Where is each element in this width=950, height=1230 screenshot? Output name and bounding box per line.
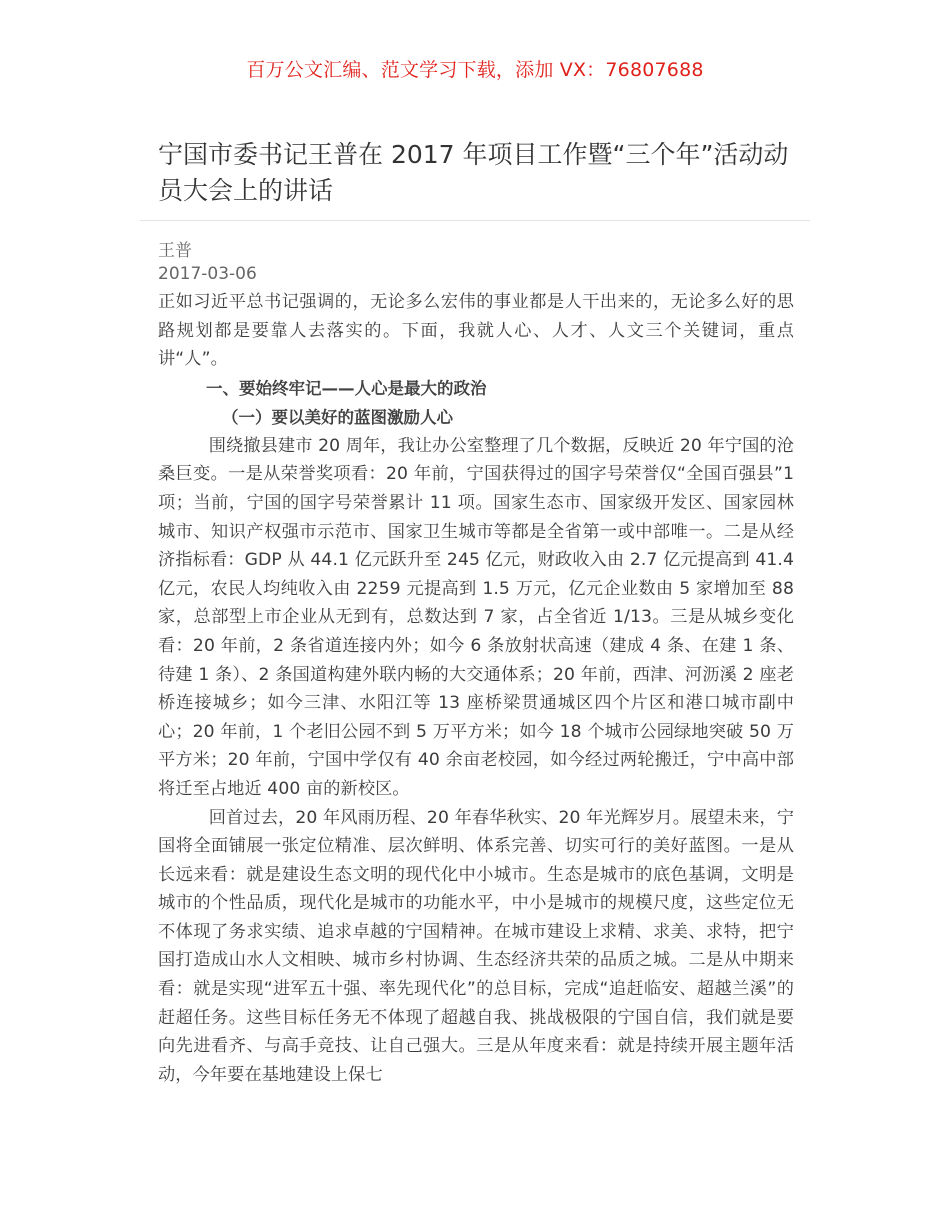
article-body	[158, 288, 794, 1089]
article-date: 2017-03-06	[158, 264, 257, 284]
body-paragraph-2: 回首过去，20 年风雨历程、20 年春华秋实、20 年光辉岁月。展望未来，宁国将全面铺展一张定位精准、层次鲜明、体系完善、切实可行的美好蓝图。一是从长远来看：就是建设生态文明的现代化中小城市。生态是城市的底色基调，文明是城市的个性品质，现代化是城市的功能水平，中小是城市的规模尺度，这些定位无不体现了务求实绩、追求卓越的宁国精神。在城市建设上求精、求美、求特，把宁国打造成山水人文相映、城市乡村协调、生态经济共荣的品质之城。二是从中期来看：就是实现“进军五十强、率先现代化”的总目标，完成“追赶临安、超越兰溪”的赶超任务。这些目标任务无不体现了超越自我、挑战极限的宁国自信，我们就是要向先进看齐、与高手竞技、让自己强大。三是从年度来看：就是持续开展主题年活动，今年要在基地建设上保七	[158, 807, 794, 1085]
title-divider	[140, 220, 810, 221]
article-title: 宁国市委书记王普在 2017 年项目工作暨“三个年”活动动员大会上的讲话	[158, 140, 789, 205]
subsection-heading: （一）要以美好的蓝图激励人心	[222, 407, 453, 427]
watermark-banner: 百万公文汇编、范文学习下载，添加 VX：76807688	[246, 59, 704, 81]
body-paragraph-1: 围绕撤县建市 20 周年，我让办公室整理了几个数据，反映近 20 年宁国的沧桑巨变。一是从荣誉奖项看：20 年前，宁国获得过的国字号荣誉仅“全国百强县”1 项；当前，宁国的国字号荣誉累计 11 项。国家生态市、国家级开发区、国家园林城市、知识产权强市示范市、国家卫生城市等都是全省第一或中部唯一。二是从经济指标看：GDP 从 44.1 亿元跃升至 245 亿元，财政收入由 2.7 亿元提高到 41.4 亿元，农民人均纯收入由 2259 元提高到 1.5 万元，亿元企业数由 5 家增加至 88 家，总部型上市企业从无到有，总数达到 7 家，占全省近 1/13。三是从城乡变化看：20 年前，2 条省道连接内外；如今 6 条放射状高速（建成 4 条、在建 1 条、待建 1 条）、2 条国道构建外联内畅的大交通体系；20 年前，西津、河沥溪 2 座老桥连接城乡；如今三津、水阳江等 13 座桥梁贯通城区四个片区和港口城市副中心；20 年前，1 个老旧公园不到 5 万平方米；如今 18 个城市公园绿地突破 50 万平方米；20 年前，宁国中学仅有 40 余亩老校园，如今经过两轮搬迁，宁中高中部将迁至占地近 400 亩的新校区。	[158, 435, 794, 799]
article-author: 王普	[158, 241, 192, 261]
section-heading: 一、要始终牢记——人心是最大的政治	[206, 378, 487, 398]
intro-paragraph: 正如习近平总书记强调的，无论多么宏伟的事业都是人干出来的，无论多么好的思路规划都是要靠人去落实的。下面，我就人心、人才、人文三个关键词，重点讲“人”。	[158, 292, 794, 370]
